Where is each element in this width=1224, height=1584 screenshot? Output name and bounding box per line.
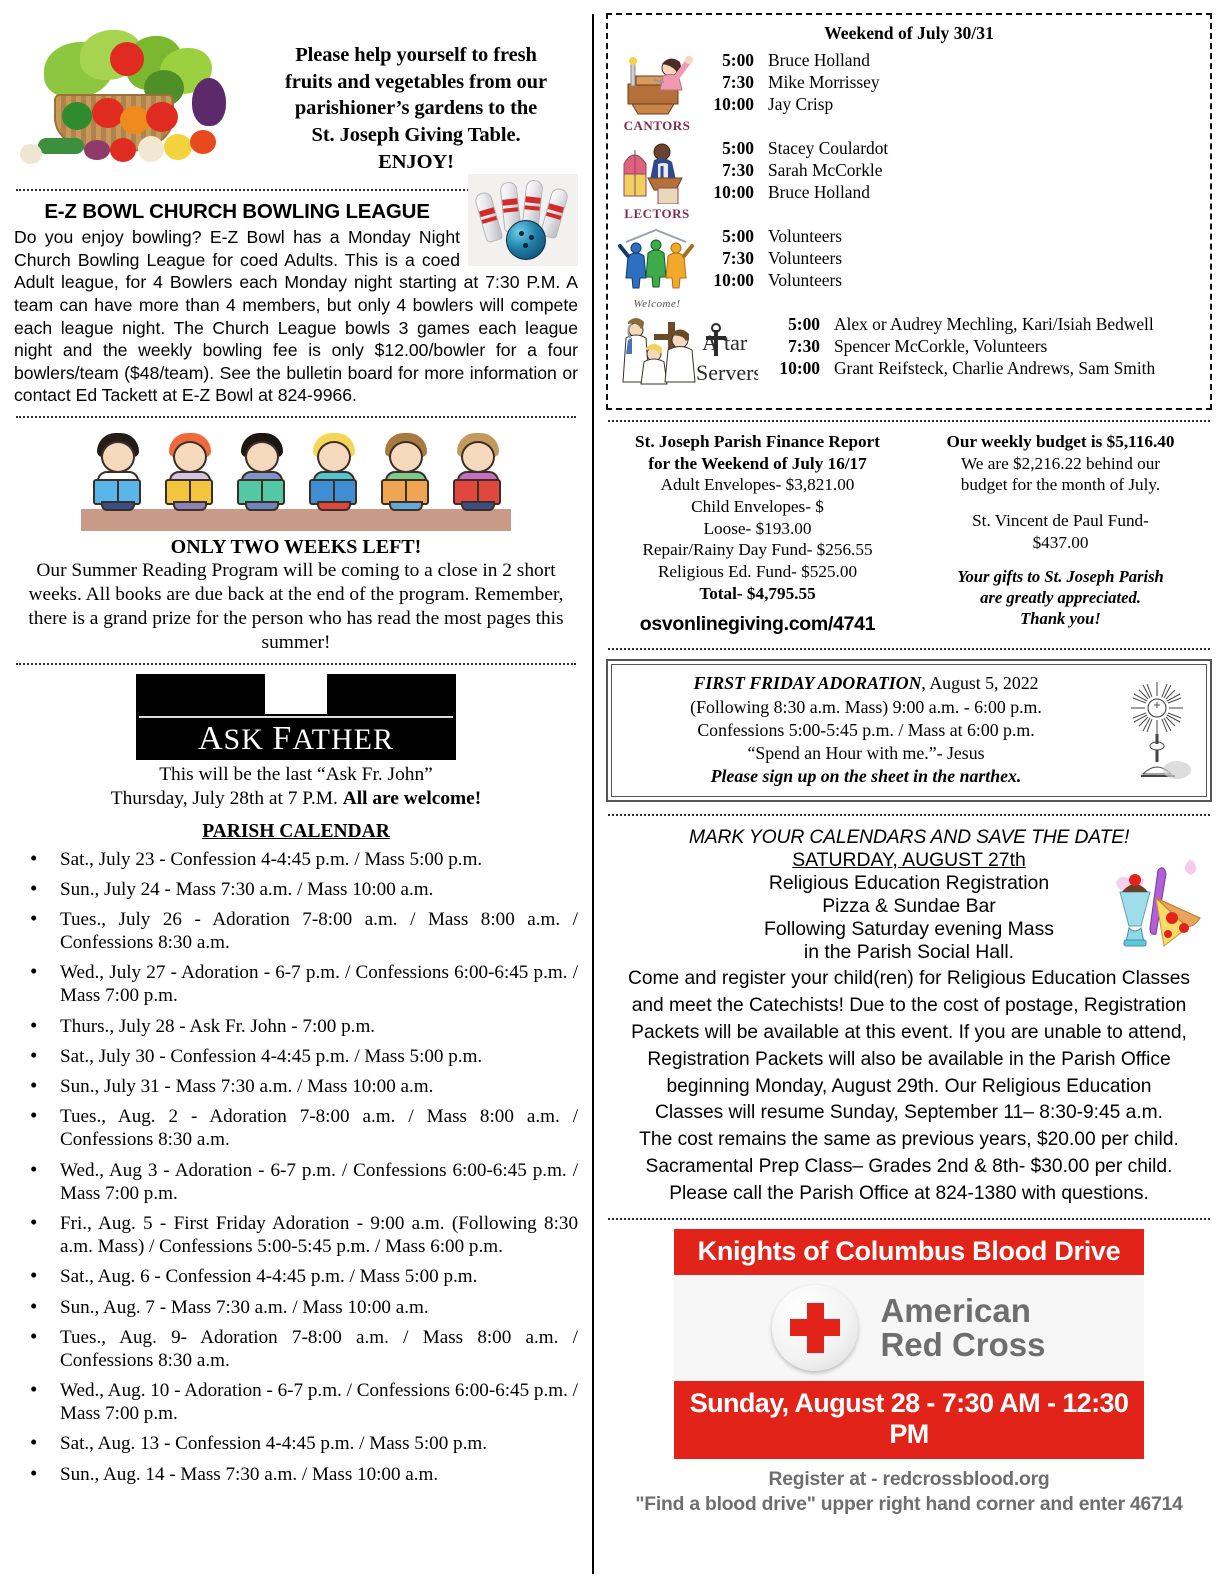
ministers-schedule	[606, 13, 1212, 410]
divider	[16, 663, 576, 665]
thanks-message	[913, 567, 1208, 630]
names: Volunteers	[768, 247, 843, 268]
lector-label: LECTORS	[624, 206, 690, 221]
names: Mike Morrissey	[768, 71, 880, 92]
list-item: • Sat., July 23 - Confession 4-4:45 p.m. / Mass 5:00 p.m.	[14, 848, 578, 871]
ask-father-banner-text: ASK FATHER	[197, 720, 394, 758]
finance-row: Adult Envelopes- $3,821.00	[660, 475, 855, 495]
re-body-line: beginning Monday, August 29th. Our Religious Education	[666, 1075, 1152, 1097]
names: Bruce Holland	[768, 50, 870, 70]
parish-calendar-section	[14, 821, 578, 1486]
children-reading-books	[81, 427, 511, 531]
finance-title-line-1: St. Joseph Parish Finance Report	[635, 432, 880, 451]
re-body-line: Packets will be available at this event. If you are unable to attend,	[631, 1021, 1187, 1043]
summer-reading-heading: ONLY TWO WEEKS LEFT!	[170, 535, 422, 558]
ask-father-details	[14, 763, 578, 811]
org-line-1: American	[880, 1291, 1031, 1329]
giving-line-2: fruits and vegetables from our	[285, 70, 547, 93]
first-friday-line-4: “Spend an Hour with me.”- Jesus	[747, 742, 985, 763]
re-date: SATURDAY, AUGUST 27th	[792, 849, 1026, 871]
finance-left	[606, 431, 909, 636]
list-item: • Tues., Aug. 2 - Adoration 7-8:00 a.m. / Mass 8:00 a.m. / Confessions 8:30 a.m.	[14, 1105, 578, 1151]
time: 5:00	[722, 138, 754, 158]
re-body-line: The cost remains the same as previous years, $20.00 per child.	[639, 1129, 1179, 1151]
re-body-line: Come and register your child(ren) for Religious Education Classes	[627, 968, 1191, 989]
list-item: • Wed., Aug. 10 - Adoration - 6-7 p.m. / Confessions 6:00-6:45 p.m. / Mass 7:00 p.m.	[14, 1379, 578, 1425]
svg-text:A: A	[702, 330, 718, 355]
svg-text:tar: tar	[724, 330, 748, 355]
names: Sarah McCorkle	[768, 159, 883, 180]
finance-total: Total- $4,795.55	[699, 583, 816, 603]
parish-calendar-heading: PARISH CALENDAR	[202, 820, 390, 842]
thanks-line-2: are greatly appreciated.	[980, 588, 1141, 608]
ministers-title: Weekend of July 30/31	[824, 23, 994, 43]
cantor-icon	[618, 50, 696, 132]
thanks-line-3: Thank you!	[1020, 609, 1101, 629]
divider	[608, 814, 1210, 816]
names: Volunteers	[768, 269, 843, 290]
ministers-group-cantors	[618, 50, 1200, 132]
re-line-5: Following Saturday evening Mass	[764, 918, 1054, 940]
first-friday-adoration-box	[606, 659, 1212, 802]
giving-line-1: Please help yourself to fresh	[295, 44, 537, 66]
ministers-group-altar-servers	[618, 314, 1200, 392]
list-item: • Sun., Aug. 7 - Mass 7:30 a.m. / Mass 10:00 a.m.	[14, 1296, 578, 1319]
svg-text:Servers: Servers	[696, 360, 758, 385]
bowling-pins-icon	[468, 174, 578, 266]
list-item: • Tues., Aug. 9- Adoration 7-8:00 a.m. / Mass 8:00 a.m. / Confessions 8:30 a.m.	[14, 1326, 578, 1372]
weekly-budget-title: Our weekly budget is $5,116.40	[946, 432, 1175, 451]
names: Grant Reifsteck, Charlie Andrews, Sam Smith	[834, 357, 1156, 378]
parish-calendar-list	[14, 848, 578, 1486]
list-item: • Sun., July 24 - Mass 7:30 a.m. / Mass 10:00 a.m.	[14, 878, 578, 901]
list-item: • Fri., Aug. 5 - First Friday Adoration - 9:00 a.m. (Following 8:30 a.m. Mass) / Confessions 5:00-5:45 p.m. / Mass 6:00 p.m.	[14, 1212, 578, 1258]
summer-reading-section	[14, 536, 578, 654]
red-cross-wordmark	[880, 1291, 1046, 1363]
re-body	[606, 966, 1212, 1208]
list-item: • Sun., July 31 - Mass 7:30 a.m. / Mass 10:00 a.m.	[14, 1075, 578, 1098]
time: 10:00	[713, 93, 754, 114]
time: 10:00	[779, 357, 820, 378]
finance-right	[909, 431, 1212, 636]
thanks-line-1: Your gifts to St. Joseph Parish	[957, 567, 1164, 587]
re-body-line: Please call the Parish Office at 824-1380 with questions.	[669, 1183, 1149, 1204]
time: 10:00	[713, 269, 754, 290]
list-item: • Sat., Aug. 13 - Confession 4-4:45 p.m. / Mass 5:00 p.m.	[14, 1432, 578, 1455]
org-line-2: Red Cross	[880, 1325, 1046, 1363]
giving-line-4: St. Joseph Giving Table.	[311, 123, 521, 146]
names: Volunteers	[768, 226, 843, 246]
bowling-heading: E-Z BOWL CHURCH BOWLING LEAGUE	[44, 200, 430, 224]
altar-servers-icon	[618, 314, 758, 392]
names: Bruce Holland	[768, 181, 870, 202]
blood-drive-when: Sunday, August 28 - 7:30 AM - 12:30 PM	[674, 1381, 1144, 1459]
left-column	[0, 0, 592, 1584]
divider	[608, 648, 1210, 650]
finance-title-line-2: for the Weekend of July 16/17	[648, 453, 867, 473]
blood-drive-note	[606, 1468, 1212, 1517]
ask-father-line-1: This will be the last “Ask Fr. John”	[159, 764, 433, 786]
list-item: • Sat., Aug. 6 - Confession 4-4:45 p.m. / Mass 5:00 p.m.	[14, 1265, 578, 1288]
finance-row: Repair/Rainy Day Fund- $256.55	[642, 540, 873, 560]
cantor-label: CANTORS	[623, 118, 691, 133]
time: 7:30	[788, 335, 820, 356]
budget-line-1: We are $2,216.22 behind our	[960, 453, 1161, 473]
divider	[16, 416, 576, 418]
list-item: • Wed., Aug 3 - Adoration - 6-7 p.m. / Confessions 6:00-6:45 p.m. / Mass 7:00 p.m.	[14, 1159, 578, 1205]
monstrance-icon	[1114, 672, 1200, 788]
divider	[608, 1218, 1210, 1220]
first-friday-line-3: Confessions 5:00-5:45 p.m. / Mass at 6:00 p.m.	[697, 719, 1035, 740]
lector-icon	[618, 138, 696, 220]
giving-table-text	[254, 18, 578, 175]
re-body-line: and meet the Catechists! Due to the cost of postage, Registration	[631, 994, 1187, 1016]
names: Jay Crisp	[768, 93, 834, 114]
bowling-body: Do you enjoy bowling? E-Z Bowl has a Monday Night Church Bowling League for coed Adults. This is a coed Adult league, for 4 Bowlers each Monday night starting at 7:30 P.M. A team can have more than 4 members, but only 4 bowlers will compete each league night. The Church League bowls 3 games each league night and the weekly bowling fee is only $12.00/bowler for a four bowlers/team ($48/team). See the bulletin board for more information or contact Ed Tackett at E-Z Bowl at 824-9966.	[14, 227, 578, 406]
first-friday-date: , August 5, 2022	[921, 673, 1039, 694]
svdp-line-1: St. Vincent de Paul Fund-	[972, 511, 1149, 531]
online-giving-url[interactable]: osvonlinegiving.com/4741	[639, 613, 876, 636]
giving-table-section	[14, 0, 578, 175]
names: Alex or Audrey Mechling, Kari/Isiah Bedwell	[834, 314, 1154, 334]
blood-drive-note-line-2: "Find a blood drive" upper right hand corner and enter 46714	[635, 1493, 1183, 1515]
greeters-welcome-icon	[618, 226, 696, 308]
ministers-group-greeters	[618, 226, 1200, 308]
blood-drive-note-line-1: Register at - redcrossblood.org	[768, 1468, 1050, 1490]
right-column	[594, 0, 1224, 1584]
time: 5:00	[722, 226, 754, 246]
blood-drive-title: Knights of Columbus Blood Drive	[674, 1229, 1144, 1275]
time: 7:30	[722, 71, 754, 92]
first-friday-title: FIRST FRIDAY ADORATION	[693, 673, 922, 694]
religious-education-section	[606, 826, 1212, 1208]
pizza-sundae-icon	[1094, 852, 1206, 960]
ministers-group-lectors	[618, 138, 1200, 220]
re-line-6: in the Parish Social Hall.	[803, 941, 1015, 963]
ask-father-line-2-bold: All are welcome!	[342, 788, 482, 810]
list-item: • Wed., July 27 - Adoration - 6-7 p.m. / Confessions 6:00-6:45 p.m. / Mass 7:00 p.m.	[14, 961, 578, 1007]
greeters-label: Welcome!	[633, 298, 681, 310]
blood-drive-section	[606, 1229, 1212, 1517]
time: 10:00	[713, 181, 754, 202]
giving-line-3: parishioner’s gardens to the	[294, 97, 538, 120]
first-friday-line-5: Please sign up on the sheet in the narthex.	[710, 765, 1022, 786]
ask-father-section	[14, 674, 578, 811]
budget-line-2: budget for the month of July.	[960, 475, 1161, 495]
vegetable-basket-photo	[14, 18, 254, 168]
re-body-line: Classes will resume Sunday, September 11– 8:30-9:45 a.m.	[654, 1102, 1163, 1124]
finance-row: Loose- $193.00	[703, 518, 812, 538]
finance-row: Child Envelopes- $	[691, 497, 824, 517]
re-headline: MARK YOUR CALENDARS AND SAVE THE DATE!	[688, 826, 1130, 848]
ask-father-banner	[136, 674, 456, 760]
finance-report-section	[606, 431, 1212, 636]
time: 5:00	[788, 314, 820, 334]
red-cross-icon	[772, 1285, 858, 1371]
re-body-line: Sacramental Prep Class– Grades 2nd & 8th- $30.00 per child.	[645, 1156, 1173, 1178]
time: 7:30	[722, 247, 754, 268]
re-line-4: Pizza & Sundae Bar	[822, 895, 996, 917]
time: 7:30	[722, 159, 754, 180]
list-item: • Tues., July 26 - Adoration 7-8:00 a.m. / Mass 8:00 a.m. / Confessions 8:30 a.m.	[14, 908, 578, 954]
first-friday-line-2: (Following 8:30 a.m. Mass) 9:00 a.m. - 6:00 p.m.	[690, 696, 1042, 717]
list-item: • Sat., July 30 - Confession 4-4:45 p.m. / Mass 5:00 p.m.	[14, 1045, 578, 1068]
names: Spencer McCorkle, Volunteers	[834, 335, 1048, 356]
re-body-line: Registration Packets will also be available in the Parish Office	[647, 1048, 1171, 1070]
list-item: • Sun., Aug. 14 - Mass 7:30 a.m. / Mass 10:00 a.m.	[14, 1463, 578, 1486]
finance-row: Religious Ed. Fund- $525.00	[657, 562, 858, 582]
names: Stacey Coulardot	[768, 138, 889, 158]
bowling-league-section	[14, 200, 578, 407]
giving-line-5: ENJOY!	[378, 150, 454, 173]
re-line-3: Religious Education Registration	[768, 872, 1050, 894]
ask-father-line-2-plain: Thursday, July 28th at 7 P.M.	[110, 788, 343, 810]
list-item: • Thurs., July 28 - Ask Fr. John - 7:00 p.m.	[14, 1015, 578, 1038]
svdp-line-2: $437.00	[1032, 532, 1089, 552]
time: 5:00	[722, 50, 754, 70]
blood-drive-banner	[674, 1229, 1144, 1459]
divider	[608, 420, 1210, 422]
summer-reading-body: Our Summer Reading Program will be coming to a close in 2 short weeks. All books are due back at the end of the program. Remember, there is a grand prize for the person who has read the most pages this summer!	[28, 559, 564, 653]
